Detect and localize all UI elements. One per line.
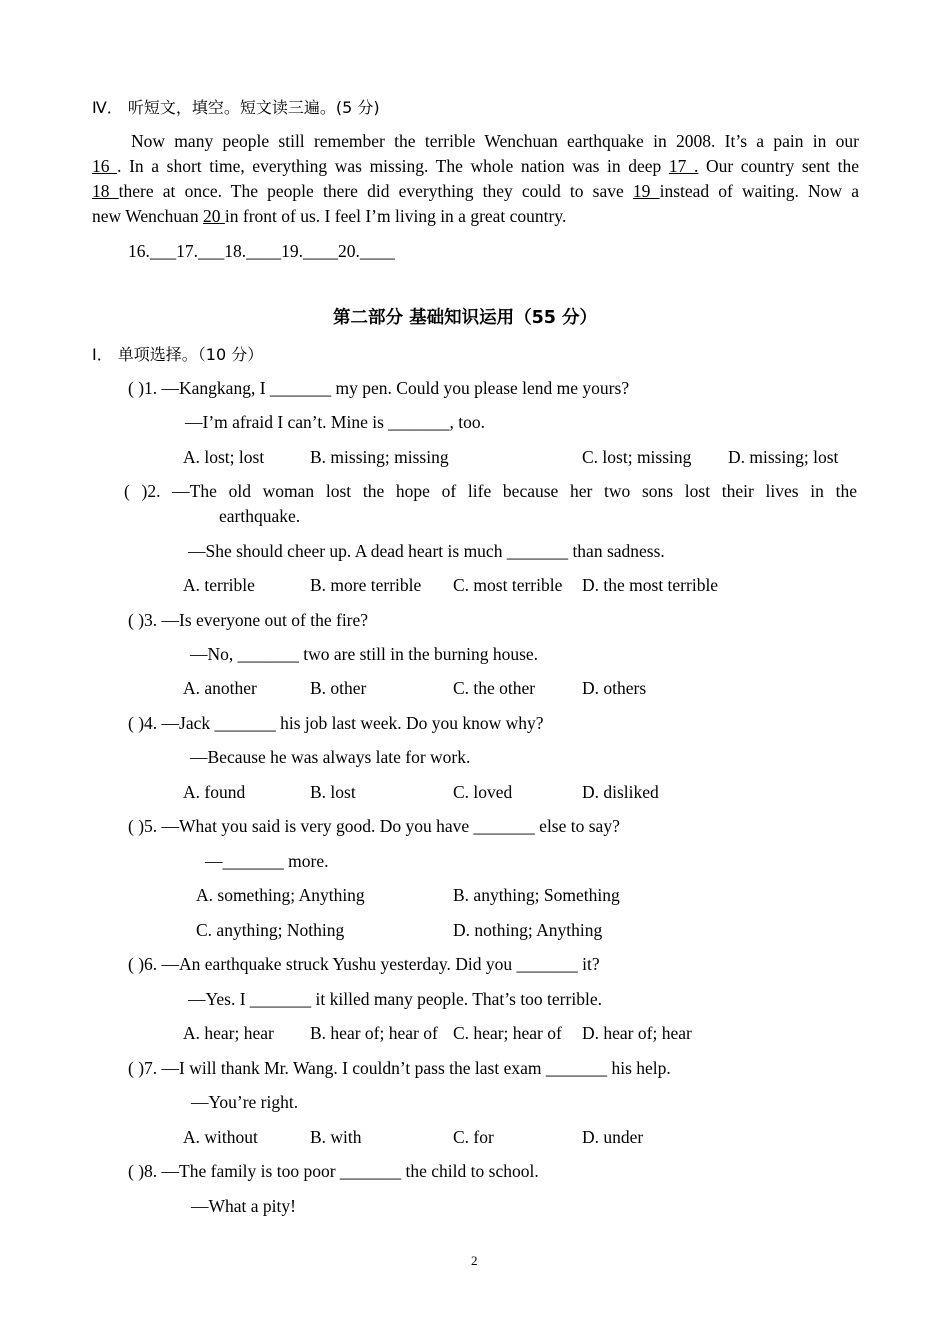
question-1-reply: —I’m afraid I can’t. Mine is _______, too. xyxy=(185,412,486,432)
question-3-option-d: D. others xyxy=(582,678,647,698)
question-2-option-b: B. more terrible xyxy=(310,575,422,595)
question-1-stem: ( )1. —Kangkang, I _______ my pen. Could you please lend me yours? xyxy=(128,378,630,398)
question-3-reply: —No, _______ two are still in the burning house. xyxy=(190,644,539,664)
question-3-option-b: B. other xyxy=(310,678,367,698)
question-4-stem: ( )4. —Jack _______ his job last week. Do you know why? xyxy=(128,713,544,733)
blank-18: 18 xyxy=(92,181,119,201)
question-2-stem-cont: earthquake. xyxy=(219,506,301,526)
page-number: 2 xyxy=(471,1253,478,1268)
question-5-option-d: D. nothing; Anything xyxy=(453,920,603,940)
part-2-heading: 第二部分 基础知识运用（55 分） xyxy=(333,308,598,328)
question-6-option-a: A. hear; hear xyxy=(183,1023,274,1043)
passage-line-2 xyxy=(92,155,859,177)
question-7-option-a: A. without xyxy=(183,1127,258,1147)
section-4-heading: Ⅳ． 听短文，填空。短文读三遍。(5 分) xyxy=(92,98,380,117)
question-7-reply: —You’re right. xyxy=(191,1092,299,1112)
blank-17: 17 . xyxy=(668,156,699,176)
question-6-reply: —Yes. I _______ it killed many people. That’s too terrible. xyxy=(188,989,602,1009)
question-4-option-c: C. loved xyxy=(453,782,513,802)
question-4-option-a: A. found xyxy=(183,782,246,802)
question-5-option-a: A. something; Anything xyxy=(196,885,365,905)
passage-text: there at once. The people there did everything they could to save xyxy=(118,181,633,201)
question-5-option-c: C. anything; Nothing xyxy=(196,920,345,940)
question-1-option-a: A. lost; lost xyxy=(183,447,265,467)
passage-text: . In a short time, everything was missing. The whole nation was in deep xyxy=(117,156,669,176)
passage-line-1: Now many people still remember the terrible Wenchuan earthquake in 2008. It’s a pain in our xyxy=(131,131,859,151)
question-5-stem: ( )5. —What you said is very good. Do you have _______ else to say? xyxy=(128,816,620,836)
question-1-option-c: C. lost; missing xyxy=(582,447,692,467)
question-6-option-d: D. hear of; hear xyxy=(582,1023,692,1043)
question-7-option-c: C. for xyxy=(453,1127,494,1147)
question-7-option-d: D. under xyxy=(582,1127,644,1147)
question-5-option-b: B. anything; Something xyxy=(453,885,620,905)
question-3-stem: ( )3. —Is everyone out of the fire? xyxy=(128,610,369,630)
section-1-heading: Ⅰ． 单项选择。（10 分） xyxy=(92,345,264,364)
question-4-option-b: B. lost xyxy=(310,782,356,802)
blank-19: 19 xyxy=(632,181,660,201)
question-2-stem: ( )2. —The old woman lost the hope of life because her two sons lost their lives in the xyxy=(124,481,857,501)
question-8-stem: ( )8. —The family is too poor _______ the child to school. xyxy=(128,1161,539,1181)
question-1-option-b: B. missing; missing xyxy=(310,447,449,467)
passage-line-3 xyxy=(92,180,859,202)
passage-text: new Wenchuan xyxy=(92,206,204,226)
question-3-option-c: C. the other xyxy=(453,678,536,698)
passage-text: Our country sent the xyxy=(698,156,860,176)
question-1-option-d: D. missing; lost xyxy=(728,447,839,467)
answer-line: 16.___17.___18.____19.____20.____ xyxy=(128,241,395,261)
question-2-reply: —She should cheer up. A dead heart is much _______ than sadness. xyxy=(188,541,665,561)
question-3-option-a: A. another xyxy=(183,678,257,698)
question-5-reply: —_______ more. xyxy=(205,851,329,871)
question-4-reply: —Because he was always late for work. xyxy=(190,747,471,767)
question-7-option-b: B. with xyxy=(310,1127,362,1147)
question-2-option-c: C. most terrible xyxy=(453,575,563,595)
question-6-option-b: B. hear of; hear of xyxy=(310,1023,438,1043)
question-6-stem: ( )6. —An earthquake struck Yushu yesterday. Did you _______ it? xyxy=(128,954,600,974)
blank-16: 16 xyxy=(92,156,118,176)
blank-20: 20 xyxy=(203,206,225,226)
passage-text: instead of waiting. Now a xyxy=(659,181,859,201)
question-2-option-a: A. terrible xyxy=(183,575,255,595)
question-8-reply: —What a pity! xyxy=(191,1196,296,1216)
question-4-option-d: D. disliked xyxy=(582,782,659,802)
passage-line-4 xyxy=(92,205,566,227)
question-6-option-c: C. hear; hear of xyxy=(453,1023,562,1043)
question-2-option-d: D. the most terrible xyxy=(582,575,719,595)
question-7-stem: ( )7. —I will thank Mr. Wang. I couldn’t pass the last exam _______ his help. xyxy=(128,1058,671,1078)
passage-text: in front of us. I feel I’m living in a great country. xyxy=(224,206,567,226)
